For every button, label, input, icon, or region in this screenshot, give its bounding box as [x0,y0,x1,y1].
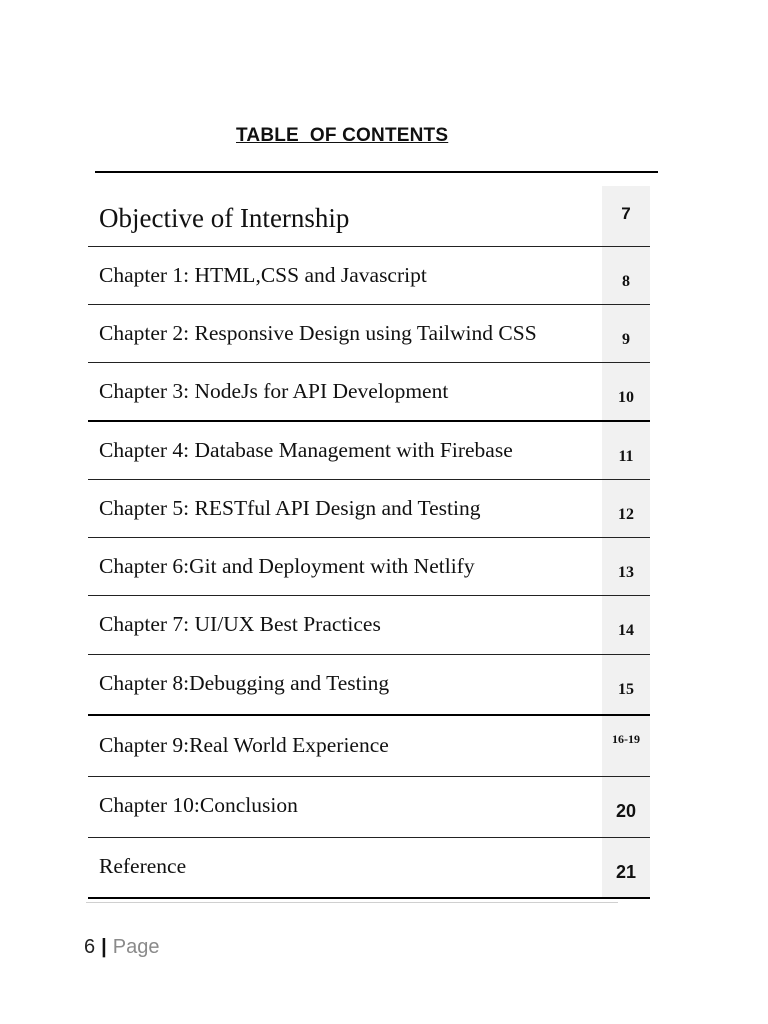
toc-entry-page: 9 [602,305,650,362]
toc-entry-label: Chapter 4: Database Management with Firebase [99,438,513,462]
footer-separator: | [101,936,107,958]
page-footer [84,936,159,959]
toc-row [88,363,650,422]
toc-row [88,655,650,716]
toc-entry-label: Chapter 6:Git and Deployment with Netlify [99,554,475,578]
toc-row [88,305,650,363]
toc-entry-label: Chapter 7: UI/UX Best Practices [99,612,381,636]
toc-row [88,186,650,247]
title-divider [95,171,658,173]
toc-entry-page: 7 [602,186,650,246]
footer-page-word: Page [112,936,160,958]
toc-row [88,596,650,655]
toc-table [88,186,650,899]
toc-entry-page: 11 [602,422,650,479]
toc-entry-page: 10 [602,363,650,420]
toc-entry-label: Chapter 5: RESTful API Design and Testing [99,496,481,520]
toc-row [88,838,650,899]
toc-row [88,716,650,777]
toc-entry-page: 8 [602,247,650,304]
toc-row [88,538,650,596]
toc-row [88,777,650,838]
toc-entry-page: 13 [602,538,650,595]
toc-entry-page: 20 [602,777,650,837]
toc-entry-label: Chapter 1: HTML,CSS and Javascript [99,263,427,287]
toc-entry-label: Chapter 9:Real World Experience [99,733,389,757]
toc-entry-label: Objective of Internship [99,202,350,233]
toc-entry-label: Chapter 10:Conclusion [99,793,298,817]
toc-entry-label: Chapter 3: NodeJs for API Development [99,379,449,403]
toc-entry-label: Reference [99,854,187,878]
footer-divider [86,902,618,903]
toc-entry-page: 16-19 [602,716,650,776]
toc-entry-page: 15 [602,655,650,714]
footer-page-number: 6 [84,936,96,958]
toc-row [88,247,650,305]
toc-entry-page: 12 [602,480,650,537]
toc-entry-page: 14 [602,596,650,654]
toc-row [88,422,650,480]
toc-entry-label: Chapter 8:Debugging and Testing [99,671,390,695]
toc-entry-label: Chapter 2: Responsive Design using Tailwind CSS [99,321,537,345]
toc-title: TABLE OF CONTENTS [236,125,449,146]
toc-row [88,480,650,538]
toc-entry-page: 21 [602,838,650,897]
